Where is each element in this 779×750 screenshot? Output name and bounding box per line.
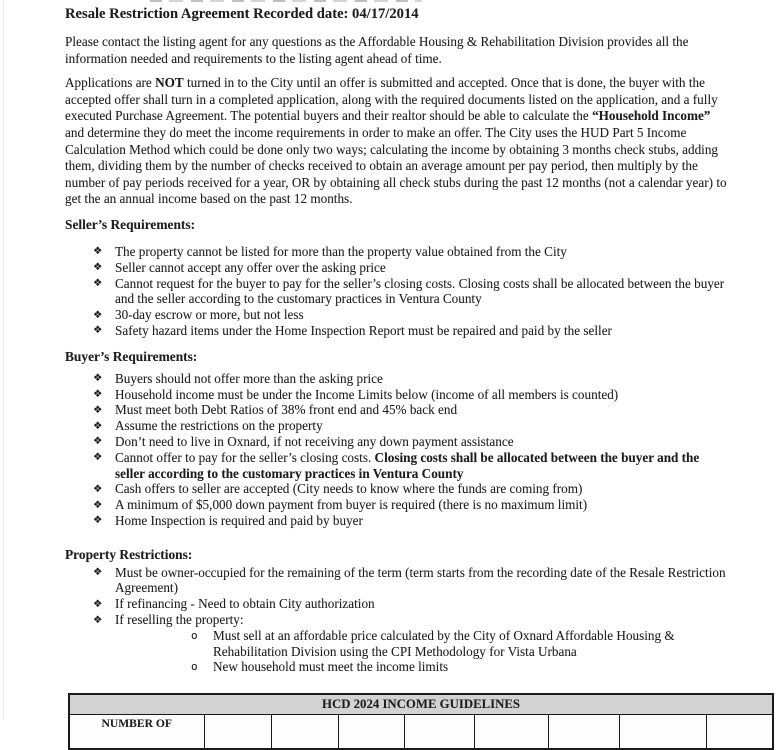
list-item-text: Cannot offer to pay for the seller’s closing costs. xyxy=(115,449,375,465)
diamond-bullet-icon: ❖ xyxy=(93,309,103,321)
reselling-sublist xyxy=(115,628,729,675)
list-item xyxy=(115,659,729,675)
list-item xyxy=(65,387,729,403)
property-restrictions-heading: Property Restrictions: xyxy=(65,546,193,562)
paragraph-text: Applications are xyxy=(65,75,156,91)
list-item-text: Cash offers to seller are accepted (City needs to know where the funds are coming from) xyxy=(115,481,583,497)
list-item xyxy=(65,596,729,612)
diamond-bullet-icon: ❖ xyxy=(93,278,103,290)
list-item xyxy=(65,497,729,513)
list-item xyxy=(65,513,729,529)
list-item xyxy=(65,612,729,675)
list-item-text: New household must meet the income limits xyxy=(213,659,449,675)
table-cell xyxy=(271,715,338,749)
list-item-text: If reselling the property: xyxy=(115,612,244,628)
list-item-text: 30-day escrow or more, but not less xyxy=(115,307,304,323)
list-item xyxy=(65,481,729,497)
diamond-bullet-icon: ❖ xyxy=(93,499,103,511)
list-item-text: If refinancing - Need to obtain City authorization xyxy=(115,596,375,612)
emphasis-closing-costs: Closing costs shall be allocated between the buyer and the seller according to the customary practices in Ventura County xyxy=(115,449,700,481)
list-item xyxy=(65,450,729,482)
table-cell xyxy=(619,715,706,749)
diamond-bullet-icon: ❖ xyxy=(93,404,103,416)
table-cell xyxy=(404,715,474,749)
sellers-requirements-heading: Seller’s Requirements: xyxy=(65,216,196,232)
table-row xyxy=(69,715,773,749)
table-header-row xyxy=(69,694,773,715)
list-item-text: The property cannot be listed for more than the property value obtained from the City xyxy=(115,243,567,259)
circle-bullet-icon: o xyxy=(191,628,198,642)
property-restrictions-list xyxy=(65,565,729,676)
diamond-bullet-icon: ❖ xyxy=(93,420,103,432)
diamond-bullet-icon: ❖ xyxy=(93,614,103,626)
table-cell xyxy=(338,715,404,749)
intro-paragraph: Please contact the listing agent for any questions as the Affordable Housing & Rehabilitation Division provides all the information needed and requirements to the listing agent ahead of time. xyxy=(65,34,689,66)
table-title: HCD 2024 INCOME GUIDELINES xyxy=(69,694,773,715)
list-item xyxy=(115,628,729,660)
list-item xyxy=(65,418,729,434)
diamond-bullet-icon: ❖ xyxy=(93,246,103,258)
diamond-bullet-icon: ❖ xyxy=(93,262,103,274)
list-item xyxy=(65,260,729,276)
list-item xyxy=(65,244,729,260)
list-item xyxy=(65,276,729,308)
buyers-requirements-heading: Buyer’s Requirements: xyxy=(65,348,198,364)
table-row-label: NUMBER OF xyxy=(69,715,204,749)
buyers-requirements-list xyxy=(65,371,729,529)
emphasis-not: NOT xyxy=(155,75,184,91)
paragraph-text: turned in to the City until an offer is submitted and accepted. Once that is done, the buyer with the accepted offer shall turn in a completed application, along with the required documents listed on the application, and a fully executed Purchase Agreement. The potential buyers and their realtor should be able to calculate the xyxy=(65,75,718,124)
list-item-text: A minimum of $5,000 down payment from buyer is required (there is no maximum limit) xyxy=(115,497,588,513)
list-item-text: Must meet both Debt Ratios of 38% front end and 45% back end xyxy=(115,402,458,418)
emphasis-household-income: “Household Income” xyxy=(592,108,711,124)
list-item xyxy=(65,307,729,323)
list-item-text: Don’t need to live in Oxnard, if not receiving any down payment assistance xyxy=(115,433,514,449)
document-title: Resale Restriction Agreement Recorded date: 04/17/2014 xyxy=(65,6,419,22)
diamond-bullet-icon: ❖ xyxy=(93,483,103,495)
list-item-text: Seller cannot accept any offer over the asking price xyxy=(115,259,386,275)
list-item-text: Household income must be under the Income Limits below (income of all members is counted) xyxy=(115,386,619,402)
page-edge-line xyxy=(3,0,4,720)
income-guidelines-table xyxy=(68,693,774,750)
table-cell xyxy=(204,715,271,749)
diamond-bullet-icon: ❖ xyxy=(93,389,103,401)
table-cell xyxy=(548,715,619,749)
list-item-text: Buyers should not offer more than the asking price xyxy=(115,370,383,386)
circle-bullet-icon: o xyxy=(191,660,198,674)
list-item xyxy=(65,371,729,387)
diamond-bullet-icon: ❖ xyxy=(93,325,103,337)
diamond-bullet-icon: ❖ xyxy=(93,436,103,448)
table-cell xyxy=(706,715,773,749)
diamond-bullet-icon: ❖ xyxy=(93,567,103,579)
diamond-bullet-icon: ❖ xyxy=(93,452,103,464)
diamond-bullet-icon: ❖ xyxy=(93,373,103,385)
list-item-text: Must sell at an affordable price calculated by the City of Oxnard Affordable Housing & Rehabilitation Division using the CPI Methodology for Vista Urbana xyxy=(213,627,675,659)
sellers-requirements-list xyxy=(65,244,729,339)
list-item xyxy=(65,565,729,597)
table-cell xyxy=(474,715,548,749)
list-item xyxy=(65,434,729,450)
list-item-text: Cannot request for the buyer to pay for the seller’s closing costs. Closing costs shall be allocated between the buyer and the seller according to the customary practices in Ventura County xyxy=(115,275,725,307)
list-item-text: Safety hazard items under the Home Inspection Report must be repaired and paid by the seller xyxy=(115,322,612,338)
list-item xyxy=(65,323,729,339)
applications-paragraph xyxy=(65,75,729,208)
list-item-text: Assume the restrictions on the property xyxy=(115,418,323,434)
list-item xyxy=(65,402,729,418)
paragraph-text: and determine they do meet the income requirements in order to make an offer. The City uses the HUD Part 5 Income Calculation Method which could be done only two ways; calculating the income by obtaining 3 months check stubs, adding them, dividing them by the number of checks received to obtain an average amount per pay period, then multiply by the number of pay periods received for a year, OR by obtaining all check stubs during the past 12 months (not a calendar year) to get the an annual income based on the past 12 months. xyxy=(65,124,727,207)
diamond-bullet-icon: ❖ xyxy=(93,515,103,527)
list-item-text: Must be owner-occupied for the remaining of the term (term starts from the recording date of the Resale Restriction Agreement) xyxy=(115,564,726,596)
list-item-text: Home Inspection is required and paid by buyer xyxy=(115,512,363,528)
clipped-text-remnant xyxy=(150,0,422,2)
diamond-bullet-icon: ❖ xyxy=(93,598,103,610)
